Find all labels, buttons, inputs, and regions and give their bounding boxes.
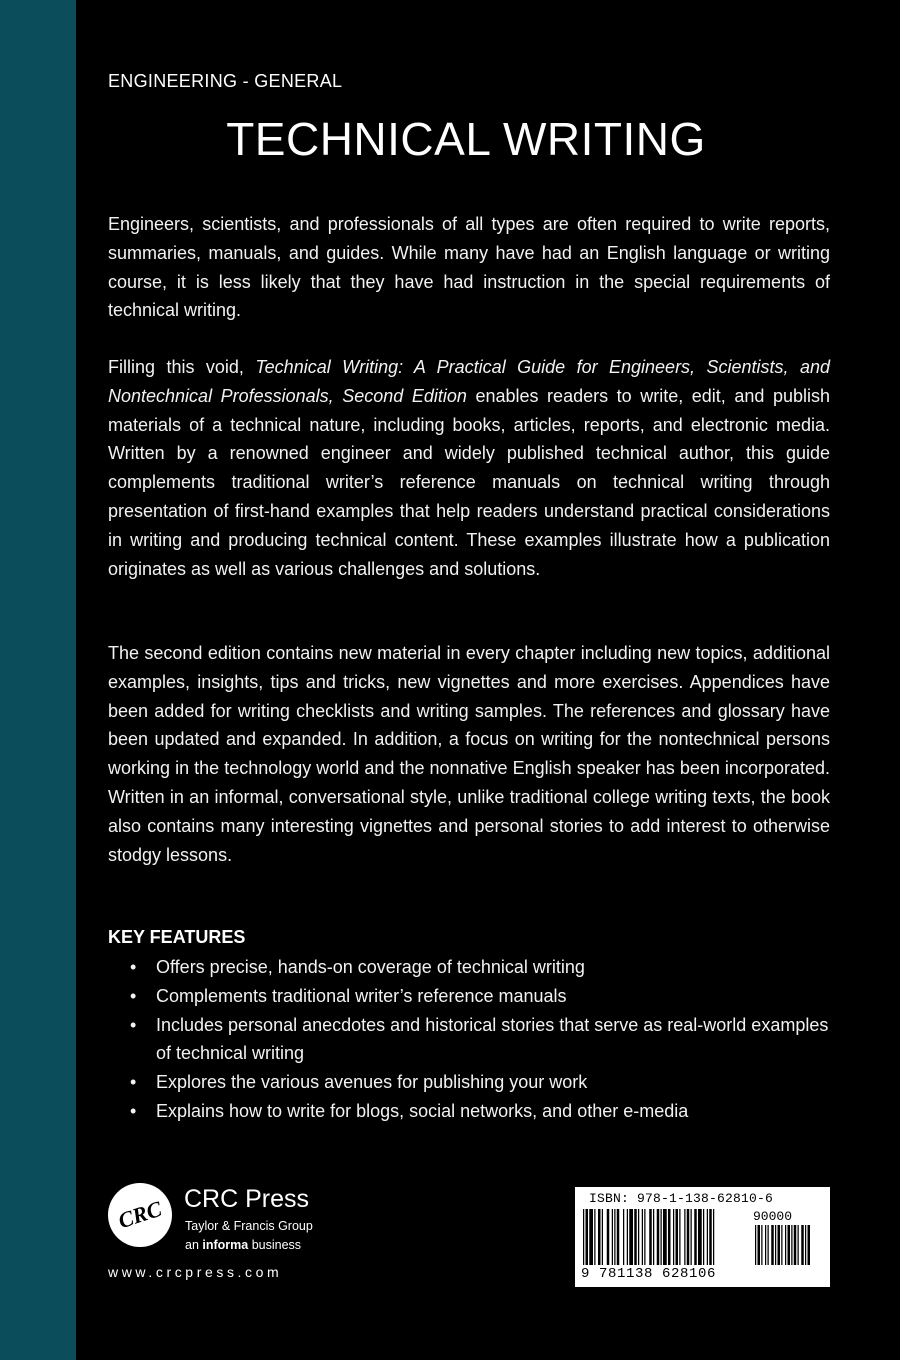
barcode-bar <box>614 1209 615 1265</box>
barcode-bar <box>684 1209 685 1265</box>
barcode-bar <box>627 1209 628 1265</box>
barcode-addon-bar <box>781 1225 782 1265</box>
barcode-bar <box>676 1209 679 1265</box>
p2-rest: enables readers to write, edit, and publish materials of a technical nature, including books, articles, reports, and electronic media. Written by a renowned engineer and widely published technical author, this guide complements traditional writer’s reference manuals on technical writing through presentation of first-hand examples that help readers understand practical considerations in writing and producing technical content. These examples illustrate how a publication originates as well as various challenges and solutions. <box>108 385 830 579</box>
barcode-bar <box>638 1209 639 1265</box>
barcode-bar <box>649 1209 652 1265</box>
barcode-bar <box>644 1209 645 1265</box>
barcode-addon-bar <box>765 1225 766 1265</box>
spine-band <box>0 0 76 1360</box>
publisher-group: Taylor & Francis Group <box>185 1219 313 1233</box>
barcode-bar <box>694 1209 697 1265</box>
barcode-bar <box>623 1209 624 1265</box>
barcode-bar <box>661 1209 662 1265</box>
tagline-suffix: business <box>248 1238 302 1252</box>
tagline-prefix: an <box>185 1238 203 1252</box>
barcode-addon-bar <box>771 1225 774 1265</box>
description-paragraph-1: Engineers, scientists, and professionals of all types are often required to write reports, summaries, manuals, and guides. While many have had an English language or writing course, it is less likely that they have had instruction in the special requirements of technical writing. <box>108 214 830 321</box>
category-label: ENGINEERING - GENERAL <box>108 71 343 91</box>
barcode-bar <box>703 1209 704 1265</box>
barcode-bar <box>657 1209 660 1265</box>
ean-digits: 9 781138 628106 <box>581 1266 717 1282</box>
barcode-bar <box>589 1209 593 1265</box>
p2-lead: Filling this void, <box>108 357 256 377</box>
barcode-addon-bar <box>758 1225 761 1265</box>
publisher-logo <box>108 1183 348 1263</box>
key-feature-item: • Explores the various avenues for publishing your work <box>108 1068 830 1097</box>
barcode-addon-bar <box>808 1225 811 1265</box>
key-feature-item: • Explains how to write for blogs, social networks, and other e-media <box>108 1097 830 1126</box>
description-paragraph-3: The second edition contains new material in every chapter including new topics, additional examples, insights, tips and tricks, new vignettes and more exercises. Appendices have been added for writing checklists and writing samples. The references and glossary have been updated and expanded. In addition, a focus on writing for the nontechnical persons working in the technology world and the nonnative English speaker has been incorporated. Written in an informal, conversational style, unlike traditional college writing texts, the book also contains many interesting vignettes and personal stories to add interest to otherwise stodgy lessons. <box>108 643 830 865</box>
barcode-addon-bar <box>794 1225 797 1265</box>
crc-logo-text: CRC <box>115 1195 165 1234</box>
barcode-addon-bar <box>768 1225 769 1265</box>
barcode-bar <box>668 1209 671 1265</box>
price-code: 90000 <box>753 1209 793 1224</box>
barcode-addon-bar <box>775 1225 776 1265</box>
barcode-bar <box>607 1209 610 1265</box>
publisher-tagline <box>185 1238 301 1252</box>
barcode-bar <box>687 1209 690 1265</box>
barcode-addon-bar <box>761 1225 762 1265</box>
barcode-addon-bar <box>785 1225 786 1265</box>
barcode-bar <box>598 1209 601 1265</box>
barcode-bar <box>691 1209 692 1265</box>
barcode-bar <box>612 1209 613 1265</box>
barcode-addon-bar <box>755 1225 756 1265</box>
barcode-bar <box>602 1209 603 1265</box>
barcode-bar <box>653 1209 654 1265</box>
book-title: TECHNICAL WRITING <box>226 113 706 165</box>
barcode-addon-bar <box>778 1225 781 1265</box>
barcode-addon-bar <box>791 1225 792 1265</box>
barcode-bar <box>707 1209 708 1265</box>
key-feature-item: • Complements traditional writer’s reference manuals <box>108 982 830 1011</box>
crc-logo-icon <box>108 1183 172 1247</box>
barcode-addon-bar <box>801 1225 804 1265</box>
barcode-bar <box>698 1209 702 1265</box>
tagline-bold: informa <box>202 1238 249 1252</box>
barcode-bar <box>594 1209 595 1265</box>
key-feature-item: • Includes personal anecdotes and historical stories that serve as real-world examples of technical writing <box>108 1011 830 1069</box>
isbn-text: ISBN: 978-1-138-62810-6 <box>589 1191 774 1206</box>
isbn-barcode <box>575 1187 830 1287</box>
barcode-bar <box>709 1209 712 1265</box>
key-features-heading: KEY FEATURES <box>108 927 246 947</box>
key-features-list <box>108 953 830 1126</box>
barcode-bar <box>629 1209 633 1265</box>
barcode-addon-bar <box>788 1225 791 1265</box>
publisher-name: CRC Press <box>184 1185 310 1213</box>
barcode-bar <box>617 1209 620 1265</box>
barcode-bar <box>713 1209 714 1265</box>
barcode-bar <box>642 1209 643 1265</box>
publisher-url[interactable]: www.crcpress.com <box>108 1264 283 1280</box>
barcode-bar <box>673 1209 674 1265</box>
barcode-bar <box>586 1209 589 1265</box>
p2-book-title: Technical Writing: A Practical Guide for Engineers, Scientists, and Nontechnical Professionals, Second Edition <box>108 357 830 406</box>
key-feature-item: • Offers precise, hands-on coverage of technical writing <box>108 953 830 982</box>
barcode-bar <box>634 1209 637 1265</box>
barcode-bar <box>663 1209 667 1265</box>
barcode-bar <box>679 1209 680 1265</box>
barcode-addon-bar <box>805 1225 806 1265</box>
barcode-bar <box>583 1209 584 1265</box>
description-paragraph-2 <box>108 353 830 583</box>
barcode-addon-bar <box>798 1225 799 1265</box>
